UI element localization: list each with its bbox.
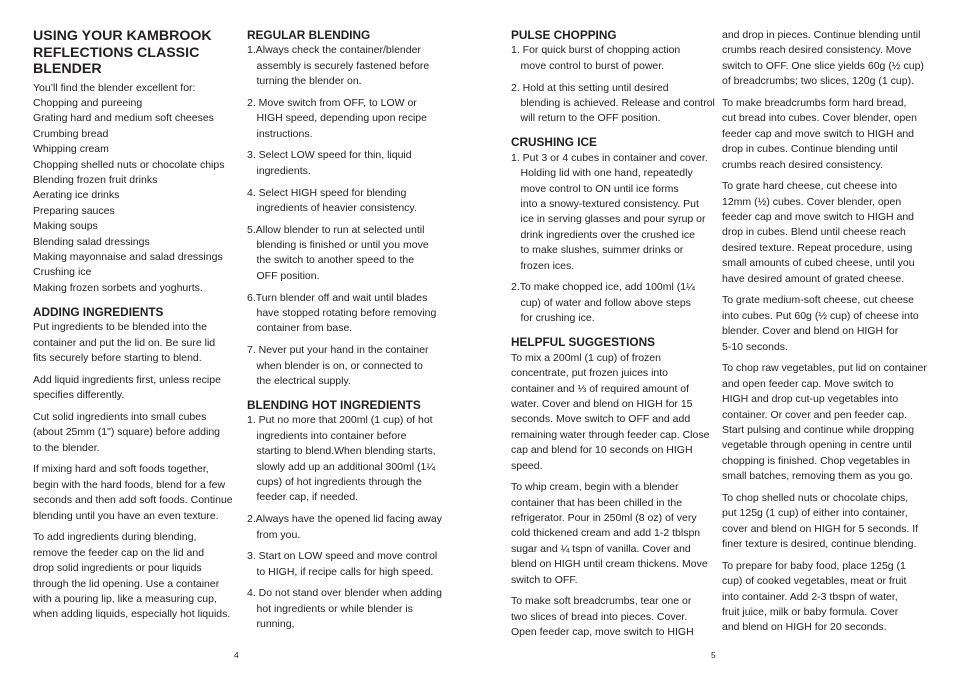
paragraph: Add liquid ingredients first, unless recipe specifies differently. (33, 373, 221, 402)
uses-list-item: Aerating ice drinks (33, 189, 120, 202)
heading-helpful-suggestions: HELPFUL SUGGESTIONS (511, 335, 655, 350)
step-item: 1. For quick burst of chopping action move control to burst of power. (511, 44, 681, 72)
paragraph-continued: and drop in pieces. Continue blending until crumbs reach desired consistency. Move switch to OFF. One slice yields 60g (½ cup) of breadcrumbs; two slices, 120g (1 cup). (722, 29, 924, 88)
step-item: 3. Select LOW speed for thin, liquid ingredients. (247, 149, 412, 177)
paragraph: To prepare for baby food, place 125g (1 cup) of cooked vegetables, meat or fruit into container. Add 2-3 tbspn of water, fruit juice, milk or baby formula. Cover and blend on HIGH for 20 seconds. (722, 559, 907, 634)
paragraph: To whip cream, begin with a blender container that has been chilled in the refrigerator. Pour in 250ml (8 oz) of very cold thickened cream and add 1-2 tblspn sugar and ¼ tspn of vanilla. Cover and blend on HIGH until cream thickens. Move switch to OFF. (511, 481, 708, 586)
uses-list-item: Whipping cream (33, 143, 109, 156)
step-item: 5.Allow blender to run at selected until blending is finished or until you move the switch to another speed to the OFF position. (247, 223, 429, 282)
paragraph: To chop raw vegetables, put lid on container and open feeder cap. Move switch to HIGH and drop cut-up vegetables into container. Or cover and pen feeder cap. Start pulsing and continue while dropping vegetable through opening in centre until chopping is finished. Chop vegetables in small batches, removing them as you go. (722, 362, 927, 483)
step-item: 2.To make chopped ice, add 100ml (1¼ cup) of water and follow above steps for crushing ice. (511, 281, 695, 325)
heading-blending-hot-ingredients: BLENDING HOT INGREDIENTS (247, 398, 421, 412)
heading-pulse-chopping: PULSE CHOPPING (511, 28, 617, 42)
uses-list-item: Crushing ice (33, 266, 92, 279)
step-item: 2.Always have the opened lid facing away from you. (247, 513, 442, 541)
uses-list-item: Grating hard and medium soft cheeses (33, 112, 214, 125)
paragraph: To chop shelled nuts or chocolate chips, put 125g (1 cup) of either into container, cover and blend on HIGH for 5 seconds. If finer texture is desired, continue blending. (722, 491, 919, 551)
heading-adding-ingredients: ADDING INGREDIENTS (33, 304, 164, 319)
uses-list-item: Making soups (33, 220, 98, 233)
uses-list-item: Crumbing bread (33, 127, 109, 140)
step-item: 1. Put 3 or 4 cubes in container and cover. Holding lid with one hand, repeatedly move control to ON until ice forms into a snowy-textured consistency. Put ice in serving glasses and pour syrup or drink ingredients over the crushed ice to make slushes, summer drinks or frozen ices. (511, 151, 708, 272)
step-item: 2. Move switch from OFF, to LOW or HIGH speed, depending upon recipe instructions. (247, 96, 427, 140)
heading-regular-blending: REGULAR BLENDING (247, 28, 371, 42)
paragraph: If mixing hard and soft foods together, begin with the hard foods, blend for a few seconds and then add soft foods. Continue blending until you have an even texture. (33, 463, 233, 522)
uses-list-item: Making mayonnaise and salad dressings (33, 250, 223, 263)
paragraph: Cut solid ingredients into small cubes (about 25mm (1") square) before adding to the blender. (33, 410, 220, 454)
paragraph: To make breadcrumbs form hard bread, cut bread into cubes. Cover blender, open feeder cap and move switch to HIGH and drop in cubes. Continue blending until crumbs reach desired consistency. (722, 96, 917, 171)
uses-list-item: Blending frozen fruit drinks (33, 173, 158, 186)
paragraph: To add ingredients during blending, remove the feeder cap on the lid and drop solid ingredients or pour liquids through the lid opening. Use a container with a pouring lip, like a measuring cup, when adding liquids, especially hot liquids. (33, 531, 231, 621)
uses-list (33, 96, 243, 296)
column-2 (247, 28, 457, 639)
uses-list-item: Chopping shelled nuts or chocolate chips (33, 158, 225, 171)
column-4 (722, 28, 932, 642)
step-item: 3. Start on LOW speed and move control to HIGH, if recipe calls for high speed. (247, 550, 438, 578)
step-item: 4. Select HIGH speed for blending ingredients of heavier consistency. (247, 186, 417, 214)
intro-text: You’ll find the blender excellent for: (33, 81, 196, 94)
step-item: 1.Always check the container/blender assembly is securely fastened before turning the blender on. (247, 44, 430, 88)
paragraph: To make soft breadcrumbs, tear one or two slices of bread into pieces. Cover. Open feeder cap, move switch to HIGH (511, 595, 694, 639)
step-item: 1. Put no more that 200ml (1 cup) of hot ingredients into container before starting to blend.When blending starts, slowly add up an additional 300ml (1¼ cups) of hot ingredients through the feeder cap, if needed. (247, 414, 436, 504)
paragraph: To grate hard cheese, cut cheese into 12mm (½) cubes. Cover blender, open feeder cap and move switch to HIGH and drop in cubes. Blend until cheese reach desired texture. Repeat procedure, using small amounts of cubed cheese, until you have desired amount of grated cheese. (722, 180, 915, 285)
step-item: 6.Turn blender off and wait until blades have stopped rotating before removing container from base. (247, 291, 437, 335)
step-item: 7. Never put your hand in the container when blender is on, or connected to the electrical supply. (247, 344, 429, 387)
uses-list-item: Chopping and pureeing (33, 96, 143, 109)
step-item: 2. Hold at this setting until desired blending is achieved. Release and control will return to the OFF position. (511, 81, 715, 125)
uses-list-item: Making frozen sorbets and yoghurts. (33, 281, 203, 294)
step-item: 4. Do not stand over blender when adding hot ingredients or while blender is running, (247, 587, 442, 631)
column-3 (511, 28, 721, 647)
heading-crushing-ice: CRUSHING ICE (511, 135, 597, 150)
paragraph: Put ingredients to be blended into the container and put the lid on. Be sure lid fits securely before starting to blend. (33, 321, 216, 365)
column-1 (33, 28, 243, 629)
paragraph: To grate medium-soft cheese, cut cheese into cubes. Put 60g (½ cup) of cheese into blender. Cover and blend on HIGH for 5-10 seconds. (722, 294, 919, 353)
uses-list-item: Blending salad dressings (33, 235, 150, 248)
page-5 (477, 0, 954, 675)
page-number: 4 (234, 650, 239, 660)
paragraph: To mix a 200ml (1 cup) of frozen concentrate, put frozen juices into container and ⅓ of required amount of water. Cover and blend on HIGH for 15 seconds. Move switch to OFF and add remaining water through feeder cap. Close cap and blend for 10 seconds on HIGH speed. (511, 351, 710, 472)
page-number: 5 (711, 650, 716, 660)
page-title: USING YOUR KAMBROOK REFLECTIONS CLASSIC BLENDER (33, 28, 212, 77)
uses-list-item: Preparing sauces (33, 204, 115, 217)
